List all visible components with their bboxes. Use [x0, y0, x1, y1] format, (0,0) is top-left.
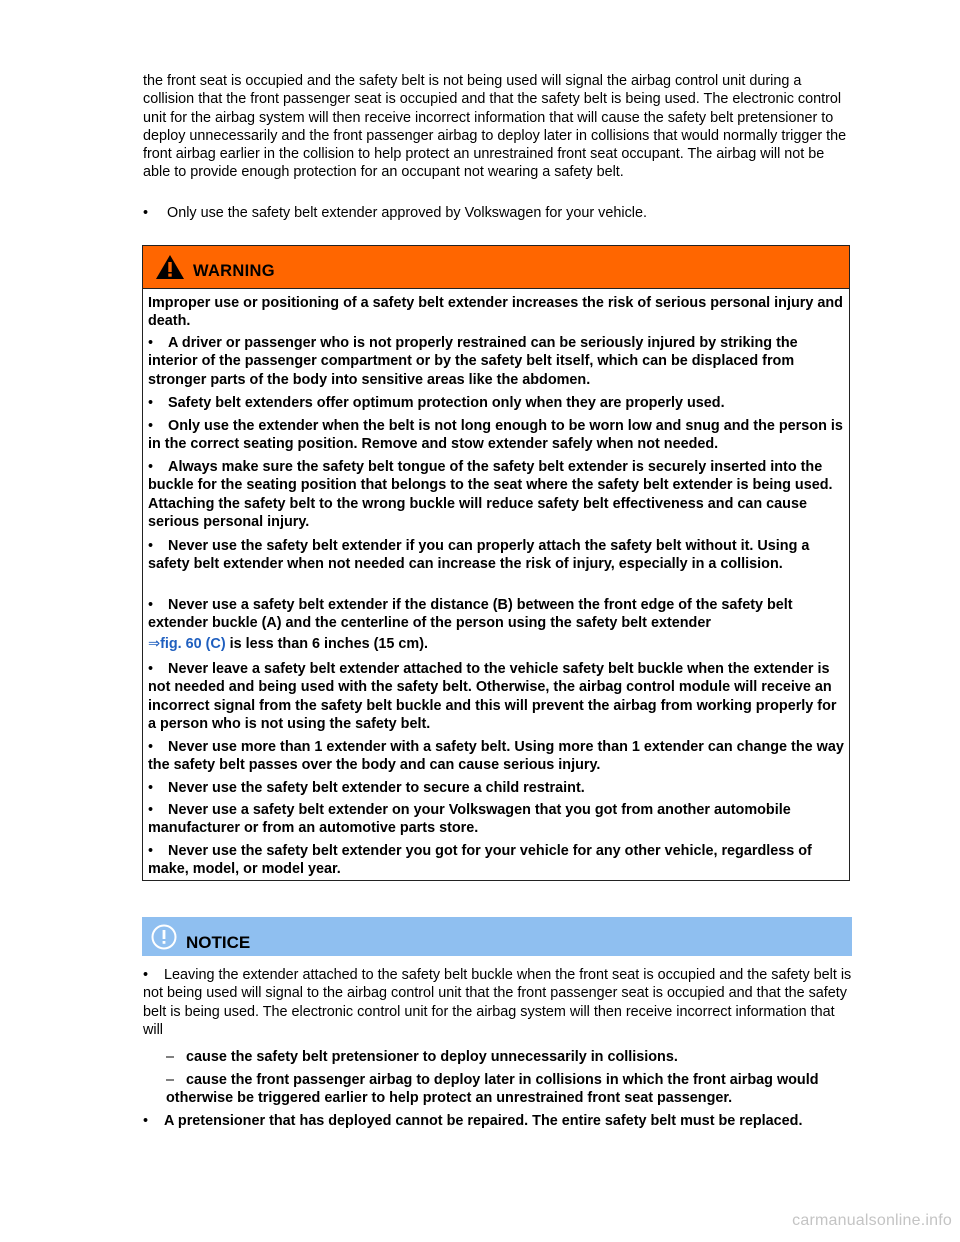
notice-title: NOTICE — [186, 933, 251, 952]
dash-marker: – — [166, 1072, 175, 1088]
intro-bullet-text: Only use the safety belt extender approved by Volkswagen for your vehicle. — [167, 205, 647, 221]
intro-paragraph: the front seat is occupied and the safety belt is not being used will signal the airbag control unit during a collision that the front passenger seat is occupied and that the safety belt is being used. The electronic control unit for the airbag system will then receive incorrect information that will cause the safety belt pretensioner to deploy unnecessarily and the front passenger airbag to deploy later in collisions that would normally trigger the front airbag earlier in the collision to help protect an unrestrained front seat occupant. The airbag will not be able to provide enough protection for an occupant not wearing a safety belt. — [143, 73, 847, 181]
notice-item: • Leaving the extender attached to the safety belt buckle when the front seat is occupied and the safety belt is not being used will signal to the airbag control unit that the front passenger seat is occupied and that the safety belt is being used. The electronic control unit for the airbag system will then receive incorrect information that will — [143, 967, 852, 1038]
bullet-dot: • — [148, 661, 154, 677]
bullet-dot: • — [148, 739, 154, 755]
warning-box — [142, 245, 850, 881]
bullet-dot: • — [148, 459, 154, 475]
bullet-dot: • — [148, 395, 154, 411]
figure-link[interactable]: fig. 60 (C) — [160, 636, 226, 652]
reference-arrow: ⇒ — [148, 636, 161, 652]
notice-item: • A pretensioner that has deployed cannot be repaired. The entire safety belt must be replaced. — [143, 1113, 803, 1129]
warning-item: • Only use the extender when the belt is not long enough to be worn low and snug and the person is in the correct seating position. Remove and stow extender safely when not needed. — [148, 418, 843, 453]
warning-item: • Never use a safety belt extender on your Volkswagen that you got from another automobile manufacturer or from an automotive parts store. — [148, 802, 791, 837]
watermark: carmanualsonline.info — [792, 1212, 952, 1229]
warning-title: WARNING — [193, 262, 275, 280]
warning-lead: Improper use or positioning of a safety belt extender increases the risk of serious personal injury and death. — [148, 295, 843, 330]
intro-bullet — [143, 204, 853, 222]
warning-item: • Never use more than 1 extender with a safety belt. Using more than 1 extender can change the way the safety belt passes over the body and can cause serious injury. — [148, 739, 844, 774]
bullet-dot: • — [148, 780, 154, 796]
notice-subitem: – cause the front passenger airbag to deploy later in collisions in which the front airbag would otherwise be triggered earlier to help protect an unrestrained front seat passenger. — [166, 1072, 819, 1107]
bullet-dot: • — [143, 1113, 149, 1129]
bullet-dot: • — [148, 597, 154, 613]
warning-item: • Never use a safety belt extender if the distance (B) between the front edge of the safety belt extender buckle (A) and the centerline of the person using the safety belt extender — [148, 597, 793, 632]
bullet-dot: • — [143, 967, 149, 983]
bullet-dot: • — [148, 802, 154, 818]
warning-item: • Never use the safety belt extender you got for your vehicle for any other vehicle, regardless of make, model, or model year. — [148, 843, 812, 878]
warning-item: • Always make sure the safety belt tongue of the safety belt extender is securely inserted into the buckle for the seating position that belongs to the seat where the safety belt extender is being used. Attaching the safety belt to the wrong buckle will reduce safety belt effectiveness and can cause serious personal injury. — [148, 459, 833, 530]
warning-item: • Safety belt extenders offer optimum protection only when they are properly used. — [148, 395, 725, 411]
warning-item: • A driver or passenger who is not properly restrained can be seriously injured by striking the interior of the passenger compartment or by the safety belt itself, which can be displaced from stronger parts of the body into sensitive areas like the abdomen. — [148, 335, 798, 388]
warning-item: • Never use the safety belt extender to secure a child restraint. — [148, 780, 585, 796]
notice-header — [142, 917, 852, 956]
bullet-dot: • — [148, 538, 154, 554]
notice-subitem: – cause the safety belt pretensioner to deploy unnecessarily in collisions. — [166, 1049, 678, 1065]
warning-item-reference: ⇒fig. 60 (C) is less than 6 inches (15 cm). — [148, 636, 428, 652]
bullet-dot: • — [148, 843, 154, 859]
bullet-dot: • — [148, 418, 154, 434]
warning-item: • Never use the safety belt extender if you can properly attach the safety belt without it. Using a safety belt extender when not needed can increase the risk of injury, especially in a collision. — [148, 538, 810, 573]
warning-header — [143, 246, 849, 289]
exclamation-circle-icon — [150, 923, 178, 951]
bullet-dot: • — [143, 205, 149, 221]
bullet-dot: • — [148, 335, 154, 351]
warning-item: • Never leave a safety belt extender attached to the vehicle safety belt buckle when the extender is not needed and being used with the safety belt. Otherwise, the airbag control module will receive an incorrect signal from the safety belt buckle and this will prevent the airbag from working properly for a person who is not using the safety belt. — [148, 661, 837, 732]
warning-triangle-icon — [155, 254, 185, 280]
dash-marker: – — [166, 1049, 175, 1065]
